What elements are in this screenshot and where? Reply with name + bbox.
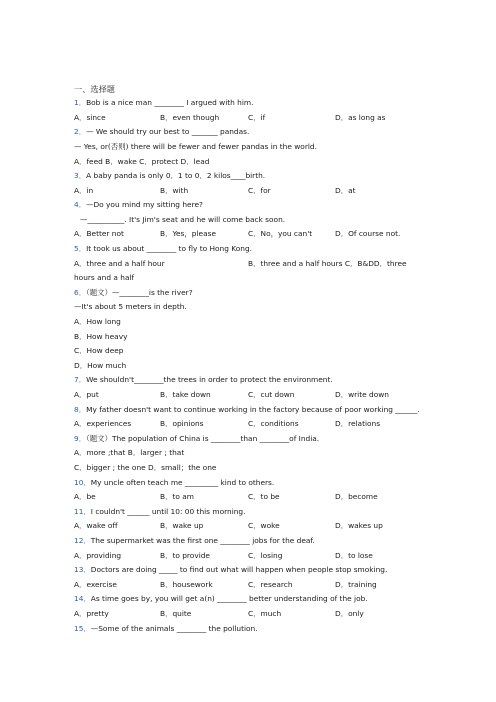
option-d: D．at	[335, 186, 356, 195]
option-c: C．much	[248, 609, 282, 618]
option-a: A．three and a half hour	[74, 259, 165, 268]
question-text: — We should try our best to _______ pandas.	[86, 127, 250, 136]
question-2-options: A．feed B．wake C．protect D．lead	[74, 157, 210, 166]
option-a: A．experiences	[74, 419, 132, 428]
question-number: 9．	[74, 434, 87, 443]
question-number: 4．	[74, 200, 87, 209]
option-a: A．since	[74, 113, 106, 122]
question-text: （题文）—________is the river?	[86, 288, 193, 297]
question-text: —Some of the animals ________ the pollution.	[90, 624, 258, 633]
option-d: D．relations	[335, 419, 381, 428]
option-c: C．for	[248, 186, 271, 195]
option-b: B．opinions	[160, 419, 204, 428]
option-b: B．to provide	[160, 551, 210, 560]
question-2-text-2: — Yes, or(否则) there will be fewer and fewer pandas in the world.	[74, 142, 317, 151]
option-d: D．as long as	[335, 113, 386, 122]
question-text: We shouldn't________the trees in order to protect the environment.	[86, 375, 333, 384]
option-a: A．be	[74, 492, 96, 501]
option-d: D．training	[335, 580, 377, 589]
option-a: A．providing	[74, 551, 122, 560]
option-d: D．become	[335, 492, 378, 501]
question-number: 3．	[74, 171, 87, 180]
option-b: B．How heavy	[74, 332, 128, 341]
option-a: A．exercise	[74, 580, 117, 589]
question-10	[74, 478, 274, 488]
option-d: D．Of course not.	[335, 229, 401, 238]
question-14	[74, 594, 368, 604]
question-text: It took us about ________ to fly to Hong Kong.	[86, 244, 253, 253]
question-number: 14．	[74, 594, 91, 603]
question-number: 8．	[74, 405, 87, 414]
question-text: My uncle often teach me _________ kind to others.	[90, 478, 275, 487]
question-text: Doctors are doing _____ to find out what will happen when people stop smoking.	[90, 565, 388, 574]
option-c: C．woke	[248, 521, 280, 530]
question-text: I couldn't ______ until 10: 00 this morning.	[90, 507, 246, 516]
question-text: As time goes by, you will get a(n) ________ better understanding of the job.	[90, 594, 368, 603]
question-6	[74, 288, 193, 298]
question-number: 5．	[74, 244, 87, 253]
question-number: 15．	[74, 624, 91, 633]
option-d: D．to lose	[335, 551, 373, 560]
question-text: —Do you mind my sitting here?	[86, 200, 203, 209]
option-d: D．wakes up	[335, 521, 383, 530]
question-5-options-tail: hours and a half	[74, 273, 135, 282]
question-9	[74, 434, 319, 444]
question-number: 11．	[74, 507, 91, 516]
question-6-text-2: —It's about 5 meters in depth.	[74, 302, 187, 311]
section-title: 一、选择题	[74, 84, 115, 94]
option-a: A．Better not	[74, 229, 124, 238]
option-a: A．put	[74, 390, 99, 399]
option-b: B．wake up	[160, 521, 204, 530]
question-7	[74, 375, 333, 385]
question-number: 7．	[74, 375, 87, 384]
question-text: （题文）The population of China is ________than ________of India.	[86, 434, 320, 443]
question-text: My father doesn't want to continue working in the factory because of poor working ______.	[86, 405, 420, 414]
question-4	[74, 200, 203, 210]
question-2	[74, 127, 249, 137]
question-3	[74, 171, 265, 181]
question-4-text-2: —__________. It's Jim's seat and he will come back soon.	[80, 215, 286, 224]
option-c: C．to be	[248, 492, 280, 501]
question-12	[74, 536, 315, 546]
question-number: 6．	[74, 288, 87, 297]
question-15	[74, 624, 258, 634]
option-c: C．losing	[248, 551, 283, 560]
option-b: B．even though	[160, 113, 220, 122]
option-b: B．quite	[160, 609, 192, 618]
option-c: C．if	[248, 113, 266, 122]
option-d: D．How much	[74, 361, 127, 370]
option-b: B．to am	[160, 492, 194, 501]
options-a-b: A．more ;that B．larger ; that	[74, 448, 185, 457]
option-d: D．write down	[335, 390, 389, 399]
option-c: C．research	[248, 580, 293, 589]
question-11	[74, 507, 245, 517]
option-c: C．conditions	[248, 419, 299, 428]
question-number: 13．	[74, 565, 91, 574]
option-b: B．Yes，please	[160, 229, 216, 238]
option-a: A．pretty	[74, 609, 109, 618]
option-b: B．housework	[160, 580, 213, 589]
question-text: Bob is a nice man ________ I argued with him.	[86, 98, 254, 107]
option-a: A．in	[74, 186, 94, 195]
question-text: The supermarket was the first one ________ jobs for the deaf.	[90, 536, 315, 545]
question-5	[74, 244, 252, 254]
question-text: A baby panda is only 0．1 to 0．2 kilos____birth.	[86, 171, 266, 180]
question-1	[74, 98, 253, 108]
question-8	[74, 405, 420, 415]
question-number: 12．	[74, 536, 91, 545]
question-13	[74, 565, 387, 575]
option-b: B．with	[160, 186, 189, 195]
question-number: 10．	[74, 478, 91, 487]
question-number: 2．	[74, 127, 87, 136]
options-c-d: C．bigger ; the one D．small；the one	[74, 463, 217, 472]
option-b: B．take down	[160, 390, 211, 399]
option-c: C．No，you can't	[248, 229, 313, 238]
option-a: A．How long	[74, 317, 121, 326]
option-a: A．wake off	[74, 521, 118, 530]
option-b-c-d: B．three and a half hours C．B&DD．three	[248, 259, 407, 268]
option-d: D．only	[335, 609, 364, 618]
question-number: 1．	[74, 98, 87, 107]
option-c: C．How deep	[74, 346, 124, 355]
option-c: C．cut down	[248, 390, 295, 399]
